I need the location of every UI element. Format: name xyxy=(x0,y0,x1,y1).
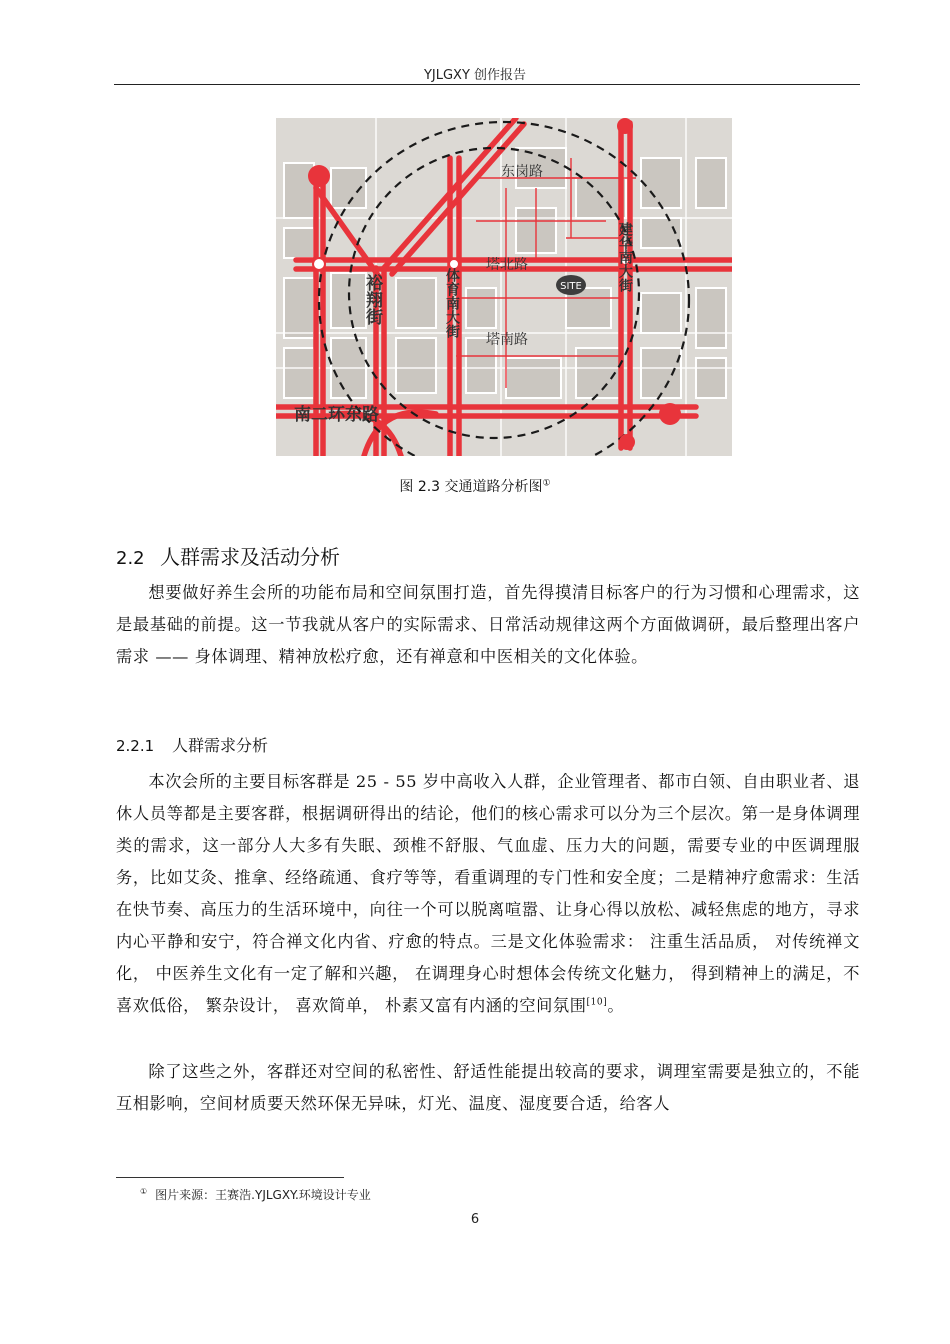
needs-analysis-paragraph xyxy=(116,766,860,1022)
footnote-text: 图片来源：王赛浩.YJLGXY.环境设计专业 xyxy=(155,1188,371,1202)
figure-caption xyxy=(0,476,950,496)
citation-reference: [10] xyxy=(586,997,608,1008)
map-label-yuxiang: 裕翔街 xyxy=(362,274,382,325)
figure-caption-text: 图 2.3 交通道路分析图 xyxy=(399,479,543,495)
map-label-tanan: 塔南路 xyxy=(486,332,528,348)
footnote-mark: ① xyxy=(140,1187,148,1196)
map-label-tabei: 塔北路 xyxy=(486,257,528,273)
map-label-donggang: 东岗路 xyxy=(501,164,543,180)
section-heading xyxy=(116,541,340,570)
map-label-tiyu: 体育南大街 xyxy=(444,268,460,338)
section-title: 人群需求及活动分析 xyxy=(160,545,340,569)
subsection-heading xyxy=(116,733,268,756)
intro-paragraph: 想要做好养生会所的功能布局和空间氛围打造，首先得摸清目标客户的行为习惯和心理需求，这是最基础的前提。这一节我就从客户的实际需求、日常活动规律这两个方面做调研，最后整理出客户需求 —— 身体调理、精神放松疗愈，还有禅意和中医相关的文化体验。 xyxy=(116,583,860,666)
header-rule xyxy=(114,84,860,85)
footnote-reference-mark: ① xyxy=(542,478,551,489)
running-header: YJLGXY 创作报告 xyxy=(423,68,527,83)
section-number: 2.2 xyxy=(116,548,145,569)
subsection-title: 人群需求分析 xyxy=(172,736,269,755)
footnote xyxy=(140,1186,371,1203)
footnote-rule xyxy=(116,1177,344,1178)
needs-analysis-text: 本次会所的主要目标客群是 25 - 55 岁中高收入人群，企业管理者、都市白领、自由职业者、退休人员等都是主要客群，根据调研得出的结论，他们的核心需求可以分为三个层次。第一是身体调理类的需求，这一部分人大多有失眠、颈椎不舒服、气血虚、压力大的问题，需要专业的中医调理服务，比如艾灸、推拿、经络疏通、食疗等等，看重调理的专门性和安全度；二是精神疗愈需求：生活在快节奏、高压力的生活环境中，向往一个可以脱离喧嚣、让身心得以放松、减轻焦虑的地方，寻求内心平静和安宁，符合禅文化内省、疗愈的特点。三是文化体验需求： 注重生活品质， 对传统禅文化， 中医养生文化有一定了解和兴趣， 在调理身心时想体会传统文化魅力， 得到精神上的满足，不喜欢低俗， 繁杂设计， 喜欢简单， 朴素又富有内涵的空间氛围 xyxy=(116,772,860,1015)
map-label-site: SITE xyxy=(560,281,582,292)
page-number: 6 xyxy=(470,1212,480,1227)
traffic-road-map xyxy=(276,118,732,456)
subsection-number: 2.2.1 xyxy=(116,737,155,755)
needs-analysis-end: 。 xyxy=(607,996,625,1015)
map-label-jianhua: 建华南大街 xyxy=(617,222,633,292)
traffic-map-figure xyxy=(276,118,732,456)
space-requirements-paragraph: 除了这些之外，客群还对空间的私密性、舒适性能提出较高的要求，调理室需要是独立的，不能互相影响，空间材质要天然环保无异味，灯光、温度、湿度要合适，给客人 xyxy=(116,1062,860,1113)
map-label-nanerhuan: 南二环东路 xyxy=(294,405,379,425)
